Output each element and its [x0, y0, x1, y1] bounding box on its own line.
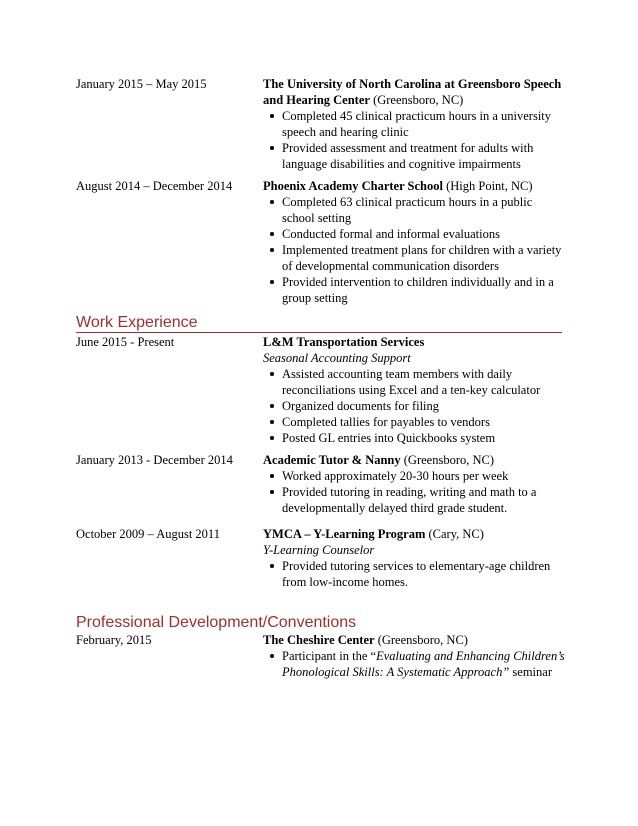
- entry-organization: Phoenix Academy Charter School: [263, 179, 443, 193]
- entry-location: (Greensboro, NC): [377, 633, 468, 647]
- entry-organization: Academic Tutor & Nanny: [263, 453, 401, 467]
- entry-role: Seasonal Accounting Support: [263, 351, 411, 365]
- bullet-item: Provided assessment and treatment for adults with language disabilities and cognitive impairments: [263, 140, 568, 172]
- bullet-item: Implemented treatment plans for children with a variety of developmental communication disorders: [263, 242, 568, 274]
- bullet-item: [263, 648, 568, 680]
- entry-date: January 2015 – May 2015: [76, 77, 207, 91]
- entry-content: [263, 334, 568, 446]
- entry-content: [263, 526, 568, 590]
- entry-content: [263, 452, 568, 516]
- bullet-item: Provided tutoring in reading, writing and math to a developmentally delayed third grade student.: [263, 484, 568, 516]
- entry-location: (Greensboro, NC): [403, 453, 495, 467]
- entry-location: (Cary, NC): [428, 527, 484, 541]
- entry-date: January 2013 - December 2014: [76, 453, 233, 467]
- bullet-item: Completed 63 clinical practicum hours in a public school setting: [263, 194, 568, 226]
- entry-organization: L&M Transportation Services: [263, 335, 425, 349]
- entry-organization: The Cheshire Center: [263, 633, 375, 647]
- bullet-item: Organized documents for filing: [263, 398, 568, 414]
- bullet-item: Worked approximately 20-30 hours per week: [263, 468, 568, 484]
- bullet-item: Assisted accounting team members with daily reconciliations using Excel and a ten-key calculator: [263, 366, 568, 398]
- entry-bullets: [263, 194, 568, 306]
- entry-date: February, 2015: [76, 633, 152, 647]
- seminar-title: Evaluating and Enhancing Children’s Phonological Skills: A Systematic Approach”: [282, 649, 565, 679]
- bullet-suffix: seminar: [509, 665, 552, 679]
- bullet-item: Provided tutoring services to elementary-age children from low-income homes.: [263, 558, 568, 590]
- bullet-item: Provided intervention to children individually and in a group setting: [263, 274, 568, 306]
- bullet-prefix: Participant in the “: [282, 649, 377, 663]
- entry-location: (High Point, NC): [446, 179, 533, 193]
- entry-bullets: [263, 468, 568, 516]
- entry-content: [263, 178, 568, 306]
- entry-bullets: [263, 558, 568, 590]
- entry-date: June 2015 - Present: [76, 335, 175, 349]
- entry-bullets: [263, 648, 568, 680]
- entry-date: October 2009 – August 2011: [76, 527, 220, 541]
- entry-bullets: [263, 108, 568, 172]
- bullet-item: Posted GL entries into Quickbooks system: [263, 430, 568, 446]
- entry-content: [263, 632, 568, 680]
- entry-content: [263, 76, 568, 172]
- bullet-item: Completed tallies for payables to vendors: [263, 414, 568, 430]
- entry-location: (Greensboro, NC): [373, 93, 464, 107]
- work-experience-heading: Work Experience: [76, 314, 562, 333]
- entry-role: Y-Learning Counselor: [263, 543, 375, 557]
- bullet-item: Conducted formal and informal evaluations: [263, 226, 568, 242]
- entry-bullets: [263, 366, 568, 446]
- entry-organization: The University of North Carolina at Greensboro Speech and Hearing Center: [263, 77, 562, 107]
- entry-date: August 2014 – December 2014: [76, 179, 233, 193]
- entry-organization: YMCA – Y-Learning Program: [263, 527, 426, 541]
- bullet-item: Completed 45 clinical practicum hours in a university speech and hearing clinic: [263, 108, 568, 140]
- professional-development-heading: Professional Development/Conventions: [76, 614, 357, 631]
